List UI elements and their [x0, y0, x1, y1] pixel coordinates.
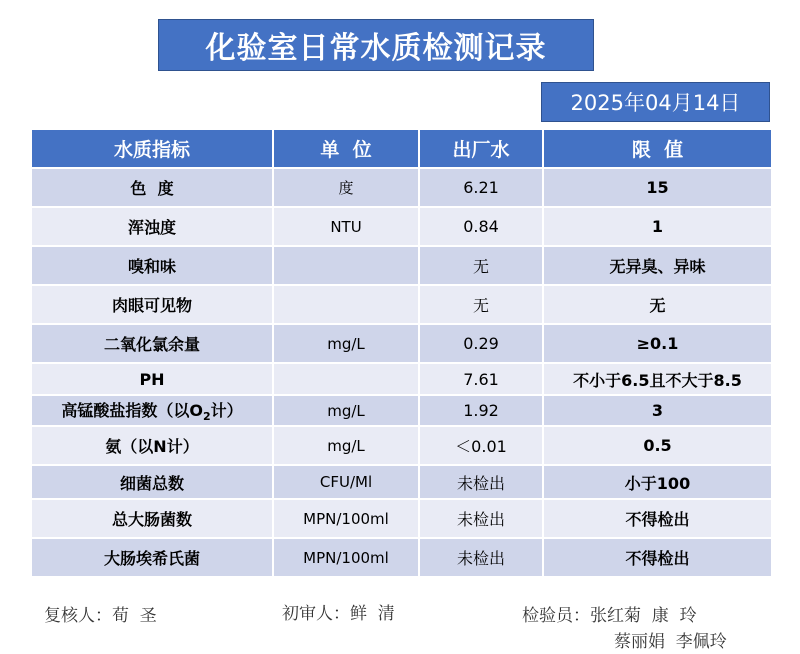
- indicator-unit: [274, 364, 418, 394]
- limit-value: 小于100: [544, 466, 771, 498]
- outlet-water-value: 未检出: [420, 466, 542, 498]
- outlet-water-value: 无: [420, 247, 542, 284]
- first-reviewer-signature: 初审人：鲜 清: [282, 604, 395, 624]
- indicator-unit: MPN/100ml: [274, 500, 418, 537]
- indicator-name: 总大肠菌数: [32, 500, 272, 537]
- header-unit: 单 位: [274, 130, 418, 167]
- table-row: [32, 208, 771, 245]
- indicator-name: 细菌总数: [32, 466, 272, 498]
- table-row: [32, 286, 771, 323]
- outlet-water-value: ＜0.01: [420, 427, 542, 464]
- indicator-name: PH: [32, 364, 272, 394]
- indicator-name-part: 高锰酸盐指数（以O: [61, 400, 203, 420]
- outlet-water-value: 0.29: [420, 325, 542, 362]
- header-limit: 限 值: [544, 130, 771, 167]
- outlet-water-value: 7.61: [420, 364, 542, 394]
- table-row: [32, 364, 771, 394]
- limit-value: 不得检出: [544, 539, 771, 576]
- limit-value: 1: [544, 208, 771, 245]
- indicator-name: 肉眼可见物: [32, 286, 272, 323]
- water-quality-table: [30, 128, 773, 578]
- limit-value: ≥0.1: [544, 325, 771, 362]
- table-row: [32, 325, 771, 362]
- indicator-name: 浑浊度: [32, 208, 272, 245]
- indicator-unit: mg/L: [274, 427, 418, 464]
- table-header-row: [32, 130, 771, 167]
- table-row: [32, 500, 771, 537]
- limit-value: 0.5: [544, 427, 771, 464]
- reviewer-signature: 复核人：荀 圣: [44, 606, 157, 626]
- indicator-name: 氨（以N计）: [32, 427, 272, 464]
- table-row: [32, 466, 771, 498]
- indicator-name: 二氧化氯余量: [32, 325, 272, 362]
- table-row: [32, 247, 771, 284]
- header-indicator: 水质指标: [32, 130, 272, 167]
- indicator-unit: 度: [274, 169, 418, 206]
- outlet-water-value: 未检出: [420, 539, 542, 576]
- header-outlet-water: 出厂水: [420, 130, 542, 167]
- table-row: [32, 539, 771, 576]
- outlet-water-value: 6.21: [420, 169, 542, 206]
- inspectors-signature-line1: 检验员：张红菊 康 玲: [522, 606, 697, 626]
- indicator-unit: NTU: [274, 208, 418, 245]
- table-row: [32, 396, 771, 425]
- indicator-unit: MPN/100ml: [274, 539, 418, 576]
- limit-value: 无: [544, 286, 771, 323]
- outlet-water-value: 无: [420, 286, 542, 323]
- indicator-name: 色 度: [32, 169, 272, 206]
- table-row: [32, 427, 771, 464]
- inspectors-signature-line2: 蔡丽娟 李佩玲: [614, 632, 727, 652]
- record-date: 2025年04月14日: [541, 82, 770, 122]
- indicator-unit: [274, 286, 418, 323]
- table-row: [32, 169, 771, 206]
- indicator-unit: mg/L: [274, 325, 418, 362]
- indicator-unit: CFU/Ml: [274, 466, 418, 498]
- indicator-name: [32, 396, 272, 425]
- outlet-water-value: 1.92: [420, 396, 542, 425]
- page-title: 化验室日常水质检测记录: [158, 19, 594, 71]
- limit-value: 不得检出: [544, 500, 771, 537]
- limit-value: 3: [544, 396, 771, 425]
- limit-value: 无异臭、异味: [544, 247, 771, 284]
- outlet-water-value: 0.84: [420, 208, 542, 245]
- outlet-water-value: 未检出: [420, 500, 542, 537]
- indicator-name-part: 计）: [210, 400, 243, 420]
- indicator-unit: mg/L: [274, 396, 418, 425]
- indicator-name: 大肠埃希氏菌: [32, 539, 272, 576]
- indicator-name: 嗅和味: [32, 247, 272, 284]
- limit-value: 不小于6.5且不大于8.5: [544, 364, 771, 394]
- limit-value: 15: [544, 169, 771, 206]
- indicator-name-subscript: 2: [202, 410, 211, 424]
- indicator-unit: [274, 247, 418, 284]
